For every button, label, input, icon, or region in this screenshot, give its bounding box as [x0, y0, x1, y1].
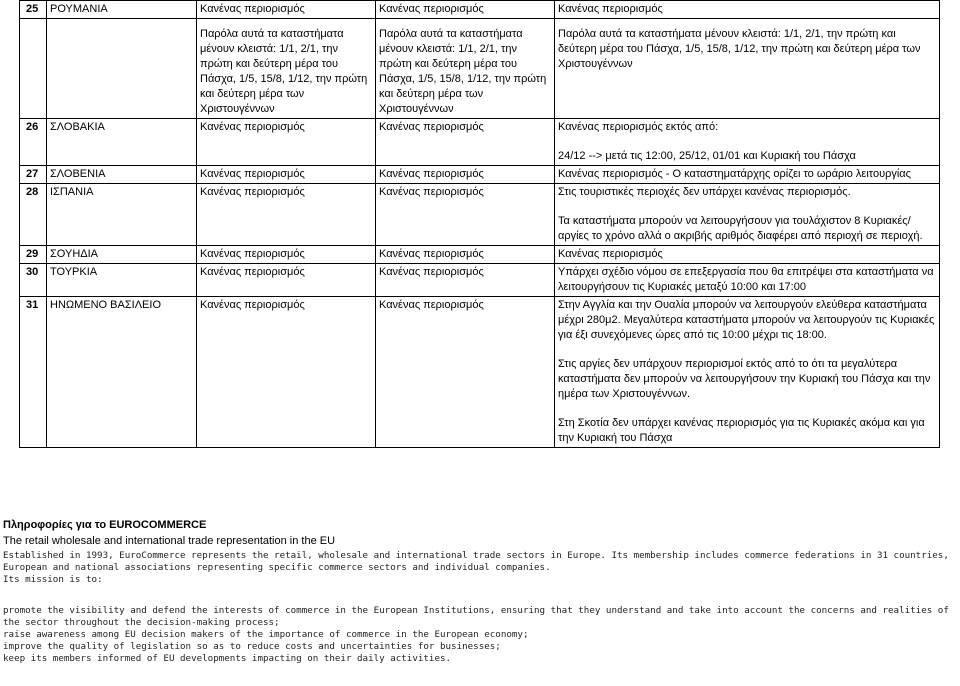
- row-number: 27: [20, 166, 47, 184]
- cell-col3-text: Στην Αγγλία και την Ουαλία μπορούν να λειτουργούν ελεύθερα καταστήματα μέχρι 280μ2. Μεγαλύτερα καταστήματα μπορούν να λειτουργούν τις Κυριακές για έξι συνεχόμενες ώρες από τις 10:00 μέχρι τις 18:00.: [558, 299, 935, 341]
- table-row: [20, 297, 940, 448]
- cell-col3-text: Στις τουριστικές περιοχές δεν υπάρχει κανένας περιορισμός.: [558, 186, 851, 198]
- table-row: [20, 184, 940, 246]
- table-row: [20, 1, 940, 19]
- cell-col3-text: Κανένας περιορισμός εκτός από:: [558, 121, 719, 133]
- eurocommerce-info: [3, 518, 958, 665]
- mission-list: [3, 605, 958, 665]
- cell-col1-note: Παρόλα αυτά τα καταστήματα μένουν κλειστά: 1/1, 2/1, την πρώτη και δεύτερη μέρα του Πάσχα, 1/5, 15/8, 1/12, την πρώτη και δεύτερη μέρα των Χριστουγέννων: [197, 19, 376, 119]
- cell-col2-note: Παρόλα αυτά τα καταστήματα μένουν κλειστά: 1/1, 2/1, την πρώτη και δεύτερη μέρα του Πάσχα, 1/5, 15/8, 1/12, την πρώτη και δεύτερη μέρα των Χριστουγέννων: [376, 19, 555, 119]
- cell-col2: Κανένας περιορισμός: [376, 264, 555, 297]
- cell-col3-note: Τα καταστήματα μπορούν να λειτουργήσουν για τουλάχιστον 8 Κυριακές/αργίες το χρόνο αλλά ο ακριβής αριθμός διαφέρει από περιοχή σε περιοχή.: [558, 215, 923, 242]
- cell-col1: Κανένας περιορισμός: [197, 119, 376, 166]
- table-row: [20, 166, 940, 184]
- row-number: 29: [20, 246, 47, 264]
- cell-col3-note: Στις αργίες δεν υπάρχουν περιορισμοί εκτός από το ότι τα μεγαλύτερα καταστήματα δεν μπορούν να λειτουργήσουν την Κυριακή του Πάσχα και την ημέρα των Χριστουγέννων.: [558, 358, 931, 400]
- cell-col3-note: Παρόλα αυτά τα καταστήματα μένουν κλειστά: 1/1, 2/1, την πρώτη και δεύτερη μέρα του Πάσχα, 1/5, 15/8, 1/12, την πρώτη και δεύτερη μέρα των Χριστουγέννων: [555, 19, 940, 119]
- cell-col1: Κανένας περιορισμός: [197, 246, 376, 264]
- row-number: 28: [20, 184, 47, 246]
- country-name: ΣΛΟΒΑΚΙΑ: [47, 119, 197, 166]
- cell-col3-note-2: Στη Σκοτία δεν υπάρχει κανένας περιορισμός για τις Κυριακές ακόμα και για την Κυριακή του Πάσχα: [558, 417, 925, 444]
- mission-intro: Its mission is to:: [3, 574, 103, 585]
- cell-col3-note: 24/12 --> μετά τις 12:00, 25/12, 01/01 και Κυριακή του Πάσχα: [558, 150, 856, 162]
- cell-col3: [555, 184, 940, 246]
- cell-col1: Κανένας περιορισμός: [197, 1, 376, 19]
- country-name: ΙΣΠΑΝΙΑ: [47, 184, 197, 246]
- row-number: 26: [20, 119, 47, 166]
- cell-col2: Κανένας περιορισμός: [376, 119, 555, 166]
- row-number: 25: [20, 1, 47, 19]
- table-row: [20, 119, 940, 166]
- cell-col3: Κανένας περιορισμός: [555, 246, 940, 264]
- country-name: ΡΟΥΜΑΝΙΑ: [47, 1, 197, 19]
- cell-col3: Κανένας περιορισμός: [555, 1, 940, 19]
- table-row: [20, 264, 940, 297]
- restrictions-table: [19, 0, 940, 448]
- country-name: ΤΟΥΡΚΙΑ: [47, 264, 197, 297]
- info-title: Πληροφορίες για το EUROCOMMERCE: [3, 519, 207, 531]
- list-item: keep its members informed of EU developments impacting on their daily activities.: [3, 653, 452, 664]
- cell-col2: Κανένας περιορισμός: [376, 1, 555, 19]
- cell-col1: Κανένας περιορισμός: [197, 264, 376, 297]
- cell-col3: [555, 297, 940, 448]
- cell-col1: Κανένας περιορισμός: [197, 184, 376, 246]
- info-body: [3, 550, 958, 665]
- cell-col2: Κανένας περιορισμός: [376, 297, 555, 448]
- country-name: ΣΛΟΒΕΝΙΑ: [47, 166, 197, 184]
- row-number: 31: [20, 297, 47, 448]
- table-row: [20, 246, 940, 264]
- cell-col3: Κανένας περιορισμός - Ο καταστηματάρχης ορίζει το ωράριο λειτουργίας: [555, 166, 940, 184]
- cell-col1: Κανένας περιορισμός: [197, 297, 376, 448]
- list-item: raise awareness among EU decision makers of the importance of commerce in the European economy;: [3, 629, 529, 640]
- cell-col3: [555, 119, 940, 166]
- cell-col3: Υπάρχει σχέδιο νόμου σε επεξεργασία που θα επιτρέψει στα καταστήματα να λειτουργήσουν τις Κυριακές μεταξύ 10:00 και 17:00: [555, 264, 940, 297]
- country-name: ΣΟΥΗΔΙΑ: [47, 246, 197, 264]
- list-item: promote the visibility and defend the interests of commerce in the European Institutions, ensuring that they understand and take into account the concerns and realities of the sector throughout the decision-making process;: [3, 605, 949, 628]
- cell-col2: Κανένας περιορισμός: [376, 166, 555, 184]
- table-row: [20, 19, 940, 119]
- country-name: ΗΝΩΜΕΝΟ ΒΑΣΙΛΕΙΟ: [47, 297, 197, 448]
- row-number: 30: [20, 264, 47, 297]
- list-item: improve the quality of legislation so as to reduce costs and uncertainties for businesses;: [3, 641, 501, 652]
- cell-col2: Κανένας περιορισμός: [376, 246, 555, 264]
- cell-col1: Κανένας περιορισμός: [197, 166, 376, 184]
- info-subtitle: The retail wholesale and international trade representation in the EU: [3, 535, 336, 547]
- cell-col2: Κανένας περιορισμός: [376, 184, 555, 246]
- established-text: Established in 1993, EuroCommerce represents the retail, wholesale and international trade sectors in Europe. Its membership includes commerce federations in 31 countries, European and national associations representing specific commerce sectors and individual companies.: [3, 550, 949, 573]
